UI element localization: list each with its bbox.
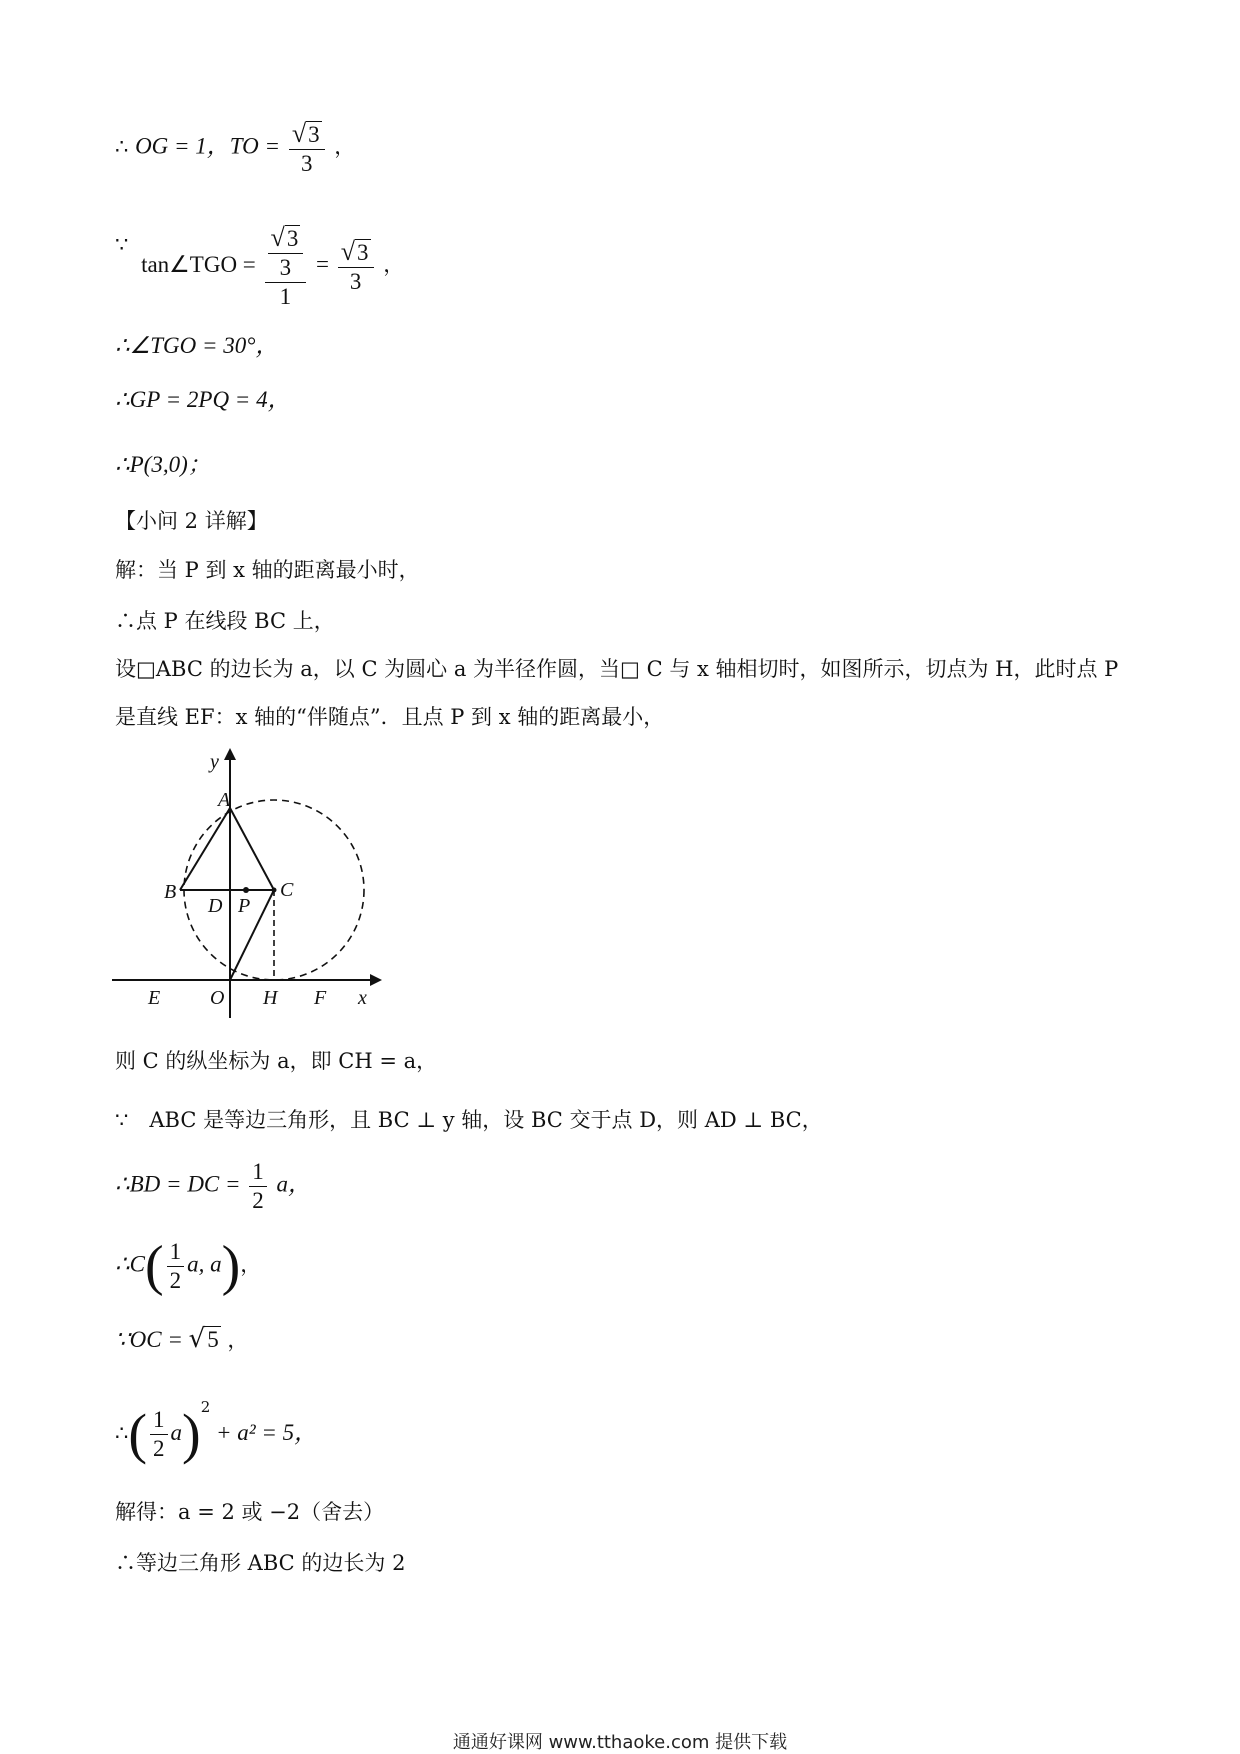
- equation-text: tan∠TGO =: [141, 251, 262, 277]
- label-x: x: [358, 987, 367, 1009]
- label-f: F: [314, 987, 327, 1009]
- fraction-one-half: $\frac{1}{2}$: [249, 1158, 267, 1214]
- fraction-one-half: $\frac{1}{2}$: [167, 1238, 185, 1294]
- x-axis-arrow: [370, 974, 382, 986]
- footer-watermark: 通通好课网 www.tthaoke.com 提供下载: [452, 1732, 788, 1753]
- segment-ac: [230, 808, 274, 890]
- compound-fraction: $\frac{\frac{√3}{3}}{1}$: [265, 222, 307, 310]
- label-b: B: [164, 881, 177, 903]
- geometry-figure: [108, 748, 398, 1024]
- segment-oc: [230, 890, 274, 980]
- label-o: O: [210, 987, 225, 1009]
- line-companion: 是直线 EF：x 轴的“伴随点”．且点 P 到 x 轴的距离最小，: [115, 705, 665, 729]
- line-p-coord: ∴P(3,0)；: [115, 452, 211, 477]
- line-oc: ∵OC = √5 ，: [115, 1324, 249, 1354]
- line-equilateral: ∵ ABC 是等边三角形，且 BC ⊥ y 轴，设 BC 交于点 D，则 AD ⊥ BC，: [115, 1108, 823, 1132]
- equation-text: OG = 1，TO =: [135, 133, 286, 159]
- point-p: [243, 887, 249, 893]
- label-e: E: [148, 987, 161, 1009]
- line-gp: ∴GP = 2PQ = 4，: [115, 387, 291, 412]
- label-d: D: [208, 895, 223, 917]
- point-c: [272, 888, 277, 893]
- label-h: H: [263, 987, 278, 1009]
- label-p: P: [238, 895, 251, 917]
- line-tan: ∵ tan∠TGO = $\frac{\frac{√3}{3}}{1}$ = $\frac{√3}{3}$ ，: [115, 223, 405, 309]
- because-symbol: ∵: [115, 232, 129, 257]
- line-conclusion: ∴等边三角形 ABC 的边长为 2: [115, 1551, 406, 1575]
- therefore-symbol: ∴: [115, 134, 129, 159]
- line-solve: 解得：a = 2 或 −2（舍去）: [115, 1500, 385, 1524]
- fraction-sqrt3-over-3: $\frac{√3}{3}$: [289, 118, 325, 178]
- line-solution-intro: 解：当 P 到 x 轴的距离最小时，: [115, 558, 420, 582]
- line-og-to: ∴ OG = 1，TO = $\frac{√3}{3}$ ，: [115, 119, 356, 177]
- fraction-one-half: $\frac{1}{2}$: [150, 1406, 168, 1462]
- line-angle-tgo: ∴∠TGO = 30°，: [115, 333, 279, 358]
- label-a: A: [218, 789, 231, 811]
- segment-ab: [180, 808, 230, 890]
- line-setup: 设□ABC 的边长为 a，以 C 为圆心 a 为半径作圆，当□ C 与 x 轴相切时，如图所示，切点为 H，此时点 P: [115, 657, 1119, 681]
- line-point-on-bc: ∴点 P 在线段 BC 上，: [115, 609, 335, 633]
- label-c: C: [280, 879, 294, 901]
- y-axis-arrow: [224, 748, 236, 760]
- fraction-sqrt3-over-3: $\frac{√3}{3}$: [338, 236, 374, 296]
- line-equation: ∴( $\frac{1}{2}$ a)$^2$ + a² = 5，: [115, 1398, 318, 1466]
- line-c-coord: ∴C( $\frac{1}{2}$ a, a)，: [115, 1235, 262, 1298]
- line-bd-dc: ∴BD = DC = $\frac{1}{2}$ a，: [115, 1159, 311, 1213]
- label-y: y: [210, 751, 219, 773]
- sqrt-5: √5: [188, 1324, 219, 1354]
- section-heading: 【小问 2 详解】: [115, 509, 268, 533]
- line-ch: 则 C 的纵坐标为 a，即 CH = a，: [115, 1049, 438, 1073]
